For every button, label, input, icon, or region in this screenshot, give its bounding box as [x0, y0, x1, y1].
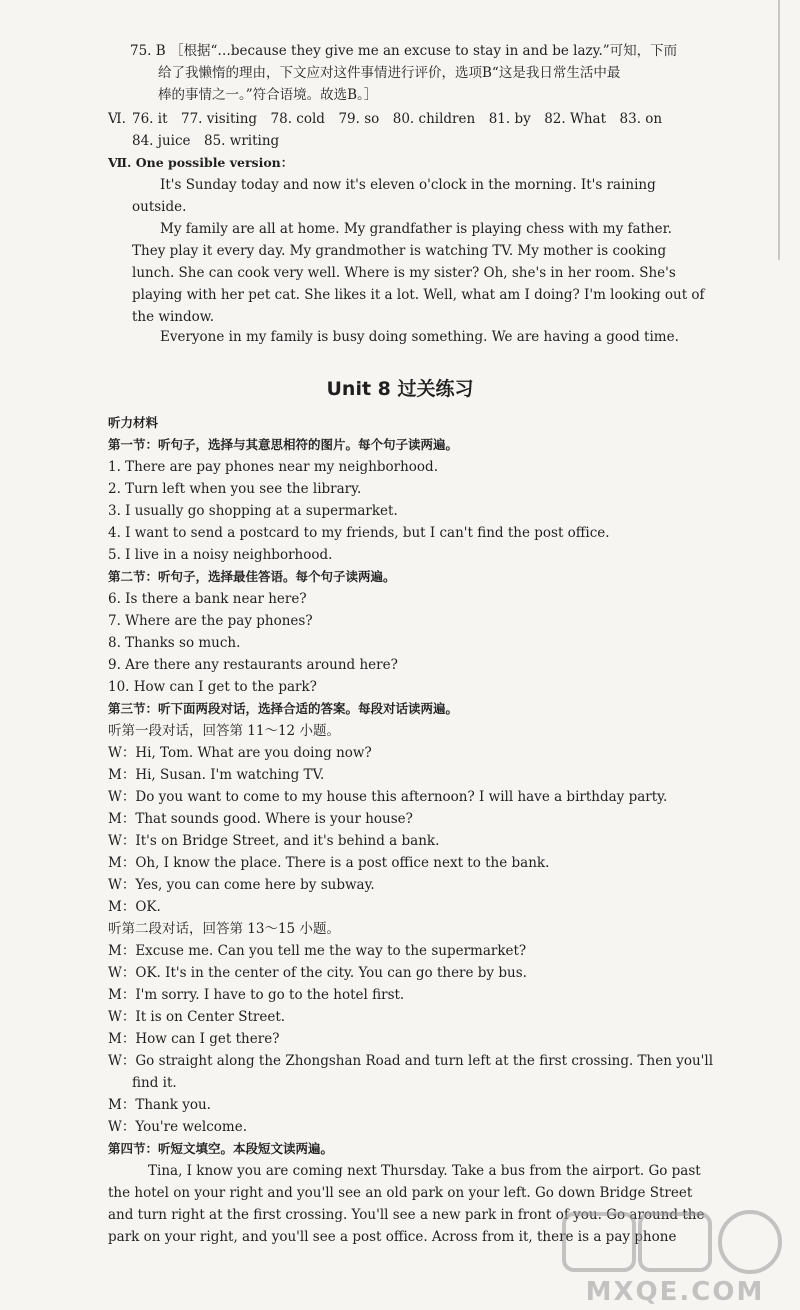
part1-item: 5. I live in a noisy neighborhood.: [108, 547, 333, 563]
q75-line-1: 75. B ［根据“…because they give me an excuse to stay in and be lazy.”可知，下而: [130, 43, 678, 59]
part1-item: 4. I want to send a postcard to my friends, but I can't find the post office.: [108, 525, 610, 541]
listening-label: 听力材料: [108, 415, 159, 430]
dialog1-line: M：That sounds good. Where is your house?: [108, 811, 413, 827]
part2-heading: 第二节：听句子，选择最佳答语。每个句子读两遍。: [108, 569, 396, 584]
dialog1-line: M：Hi, Susan. I'm watching TV.: [108, 767, 325, 783]
part1-item: 3. I usually go shopping at a supermarket.: [108, 503, 398, 519]
dialog2-line: W：You're welcome.: [108, 1119, 248, 1135]
watermark-glyph-box: [564, 1214, 634, 1270]
page-edge-rule: [778, 0, 780, 260]
part4-line: the hotel on your right and you'll see an old park on your left. Go down Bridge Street: [108, 1185, 693, 1201]
essay-line-6: playing with her pet cat. She likes it a lot. Well, what am I doing? I'm looking out of: [132, 287, 705, 303]
section-vi-answers-2: 84. juice 85. writing: [132, 133, 280, 149]
dialog2-line: M：Thank you.: [108, 1097, 211, 1113]
watermark-circle: [720, 1212, 780, 1272]
part2-item: 9. Are there any restaurants around here?: [108, 657, 398, 673]
part4-heading: 第四节：听短文填空。本段短文读两遍。: [108, 1141, 334, 1156]
q75-line-3: 棒的事情之一。”符合语境。故选B。］: [158, 87, 378, 103]
dialog2-line: W：Go straight along the Zhongshan Road and turn left at the first crossing. Then you'll: [108, 1053, 714, 1069]
part1-item: 2. Turn left when you see the library.: [108, 481, 362, 497]
essay-line-7: the window.: [132, 309, 214, 325]
dialog1-line: W：It's on Bridge Street, and it's behind a bank.: [108, 833, 440, 849]
dialog1-line: W：Do you want to come to my house this afternoon? I will have a birthday party.: [108, 789, 668, 805]
dialog2-intro: 听第二段对话，回答第 13～15 小题。: [108, 921, 340, 937]
watermark-url: MXQE.COM: [585, 1277, 765, 1306]
dialog1-line: M：OK.: [108, 899, 161, 915]
essay-line-3: My family are all at home. My grandfather is playing chess with my father.: [160, 221, 672, 237]
essay-line-5: lunch. She can cook very well. Where is my sister? Oh, she's in her room. She's: [132, 265, 676, 281]
dialog1-intro: 听第一段对话，回答第 11～12 小题。: [108, 723, 340, 739]
q75-line-2: 给了我懒惰的理由，下文应对这件事情进行评价，选项B“这是我日常生活中最: [158, 65, 621, 81]
section-vii-label: Ⅶ. One possible version：: [108, 155, 294, 170]
essay-line-2: outside.: [132, 199, 187, 215]
watermark-glyph-box: [640, 1214, 710, 1270]
dialog1-line: W：Yes, you can come here by subway.: [108, 877, 375, 893]
essay-line-1: It's Sunday today and now it's eleven o'clock in the morning. It's raining: [160, 177, 656, 193]
part1-item: 1. There are pay phones near my neighborhood.: [108, 459, 438, 475]
dialog2-line: M：Excuse me. Can you tell me the way to the supermarket?: [108, 943, 527, 959]
watermark-logo: [560, 1208, 790, 1306]
dialog2-line: find it.: [132, 1075, 177, 1091]
part2-item: 6. Is there a bank near here?: [108, 591, 307, 607]
section-vi-label: Ⅵ.: [108, 111, 126, 127]
dialog2-line: W：It is on Center Street.: [108, 1009, 286, 1025]
essay-line-8: Everyone in my family is busy doing something. We are having a good time.: [160, 329, 679, 345]
part1-heading: 第一节：听句子，选择与其意思相符的图片。每个句子读两遍。: [108, 437, 459, 452]
section-vi-answers-1: 76. it 77. visiting 78. cold 79. so 80. children 81. by 82. What 83. on: [132, 111, 663, 127]
part4-line: park on your right, and you'll see a post office. Across from it, there is a pay phone: [108, 1229, 677, 1245]
dialog2-line: W：OK. It's in the center of the city. You can go there by bus.: [108, 965, 527, 981]
part4-line: Tina, I know you are coming next Thursday. Take a bus from the airport. Go past: [148, 1163, 701, 1179]
dialog1-line: W：Hi, Tom. What are you doing now?: [108, 745, 372, 761]
dialog1-line: M：Oh, I know the place. There is a post office next to the bank.: [108, 855, 550, 871]
part2-item: 8. Thanks so much.: [108, 635, 241, 651]
dialog2-line: M：How can I get there?: [108, 1031, 280, 1047]
part3-heading: 第三节：听下面两段对话，选择合适的答案。每段对话读两遍。: [108, 701, 459, 716]
part2-item: 10. How can I get to the park?: [108, 679, 317, 695]
part4-line: and turn right at the first crossing. You'll see a new park in front of you. Go around the: [108, 1207, 705, 1223]
unit-title: Unit 8 过关练习: [326, 378, 474, 400]
part2-item: 7. Where are the pay phones?: [108, 613, 313, 629]
essay-line-4: They play it every day. My grandmother is watching TV. My mother is cooking: [132, 243, 667, 259]
dialog2-line: M：I'm sorry. I have to go to the hotel first.: [108, 987, 405, 1003]
